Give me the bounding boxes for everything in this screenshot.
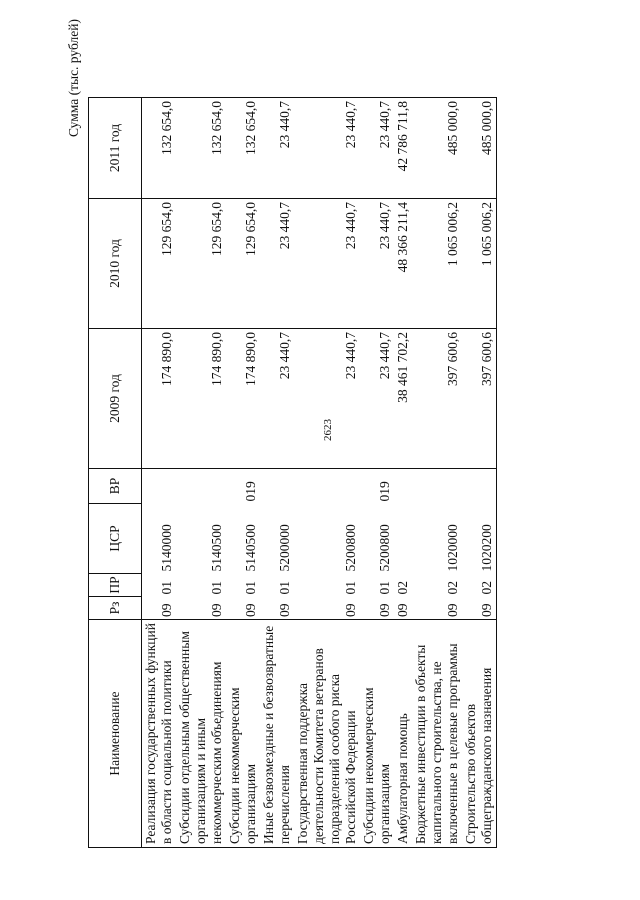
- row-2011: 485 000,0: [462, 98, 497, 199]
- row-vr: [294, 469, 360, 504]
- row-pr: 01: [243, 581, 258, 595]
- header-csr: ЦСР: [89, 504, 142, 574]
- row-pr: 01: [209, 581, 224, 595]
- row-csr: 5140500: [209, 524, 224, 572]
- row-2009: 174 890,0: [176, 329, 226, 469]
- row-2011: 23 440,7: [294, 98, 360, 199]
- row-2010: 129 654,0: [176, 199, 226, 329]
- row-rz: 09: [462, 597, 497, 620]
- row-name: Иные безвозмездные и безвозвратные перечисления: [260, 620, 294, 848]
- table-row: [176, 98, 226, 848]
- row-2010: 1 065 006,2: [412, 199, 462, 329]
- table-row: [462, 98, 497, 848]
- row-pr: 02: [462, 574, 497, 597]
- row-csr: 5140500: [243, 524, 258, 572]
- row-vr: 019: [226, 469, 260, 504]
- table-row: [226, 98, 260, 848]
- table-row: [294, 98, 360, 848]
- row-2010: 23 440,7: [360, 199, 394, 329]
- row-name: Субсидии отдельным общественным организациям и иным некоммерческим объединениям: [176, 620, 226, 848]
- row-csr: 5140000: [159, 524, 174, 572]
- row-2010: 48 366 211,4: [394, 199, 412, 329]
- row-rz: 09: [226, 597, 260, 620]
- row-name: Государственная поддержка деятельности Комитета ветеранов подразделений особого риска Российской Федерации: [294, 620, 360, 848]
- row-2010: 129 654,0: [142, 199, 177, 329]
- row-csr: [394, 504, 412, 574]
- table-header-row: [89, 98, 142, 848]
- row-rz: 09: [260, 597, 294, 620]
- row-name: Строительство объектов общегражданского назначения: [462, 620, 497, 848]
- row-2011: 132 654,0: [226, 98, 260, 199]
- row-name: Субсидии некоммерческим организациям: [226, 620, 260, 848]
- row-2011: 132 654,0: [142, 98, 177, 199]
- row-2009: 23 440,7: [294, 329, 360, 469]
- row-name: Бюджетные инвестиции в объекты капитального строительства, не включенные в целевые программы: [412, 620, 462, 848]
- row-2010: 23 440,7: [294, 199, 360, 329]
- table-row: [394, 98, 412, 848]
- row-2011: 42 786 711,8: [394, 98, 412, 199]
- table-row: [142, 98, 177, 848]
- row-vr: [394, 469, 412, 504]
- row-csr: 1020200: [462, 504, 497, 574]
- row-2009: 174 890,0: [226, 329, 260, 469]
- row-name: Реализация государственных функций в области социальной политики: [142, 620, 177, 848]
- row-2009: 397 600,6: [462, 329, 497, 469]
- row-pr: 01: [377, 581, 392, 595]
- row-pr: 02: [395, 581, 410, 595]
- row-csr: 5200800: [343, 524, 358, 572]
- row-vr: [462, 469, 497, 504]
- row-2011: 132 654,0: [176, 98, 226, 199]
- row-2011: 23 440,7: [360, 98, 394, 199]
- row-vr: [142, 469, 177, 504]
- row-csr: 5200000: [277, 524, 292, 572]
- row-rz: 09: [142, 597, 177, 620]
- budget-table: [88, 97, 497, 848]
- row-2010: 1 065 006,2: [462, 199, 497, 329]
- row-rz: 09: [360, 597, 394, 620]
- row-rz: 09: [394, 597, 412, 620]
- row-2010: 23 440,7: [260, 199, 294, 329]
- table-row: [412, 98, 462, 848]
- row-name: Амбулаторная помощь: [394, 620, 412, 848]
- header-2009: 2009 год: [89, 329, 142, 469]
- row-2009: 397 600,6: [412, 329, 462, 469]
- row-pr: 01: [277, 581, 292, 595]
- row-2011: 23 440,7: [260, 98, 294, 199]
- header-2010: 2010 год: [89, 199, 142, 329]
- row-vr: [260, 469, 294, 504]
- row-name: Субсидии некоммерческим организациям: [360, 620, 394, 848]
- header-pr: ПР: [89, 574, 142, 597]
- row-rz: 09: [412, 597, 462, 620]
- row-2009: 38 461 702,2: [394, 329, 412, 469]
- row-2009: 23 440,7: [360, 329, 394, 469]
- header-name: Наименование: [89, 620, 142, 848]
- row-rz: 09: [176, 597, 226, 620]
- row-csr: 1020000: [445, 524, 460, 572]
- table-row: [360, 98, 394, 848]
- table-row: [260, 98, 294, 848]
- row-csr: 5200800: [377, 524, 392, 572]
- header-vr: ВР: [89, 469, 142, 504]
- units-caption: Сумма (тыс. рублей): [66, 19, 81, 137]
- header-rz: Рз: [89, 597, 142, 620]
- header-2011: 2011 год: [89, 98, 142, 199]
- row-pr: 01: [343, 581, 358, 595]
- row-2009: 23 440,7: [260, 329, 294, 469]
- page-number: 2623: [322, 419, 334, 441]
- row-vr: [176, 469, 226, 504]
- row-rz: 09: [294, 597, 360, 620]
- row-vr: [412, 469, 462, 504]
- row-vr: 019: [360, 469, 394, 504]
- row-2009: 174 890,0: [142, 329, 177, 469]
- row-2010: 129 654,0: [226, 199, 260, 329]
- row-pr: 02: [445, 581, 460, 595]
- row-pr: 01: [159, 581, 174, 595]
- row-2011: 485 000,0: [412, 98, 462, 199]
